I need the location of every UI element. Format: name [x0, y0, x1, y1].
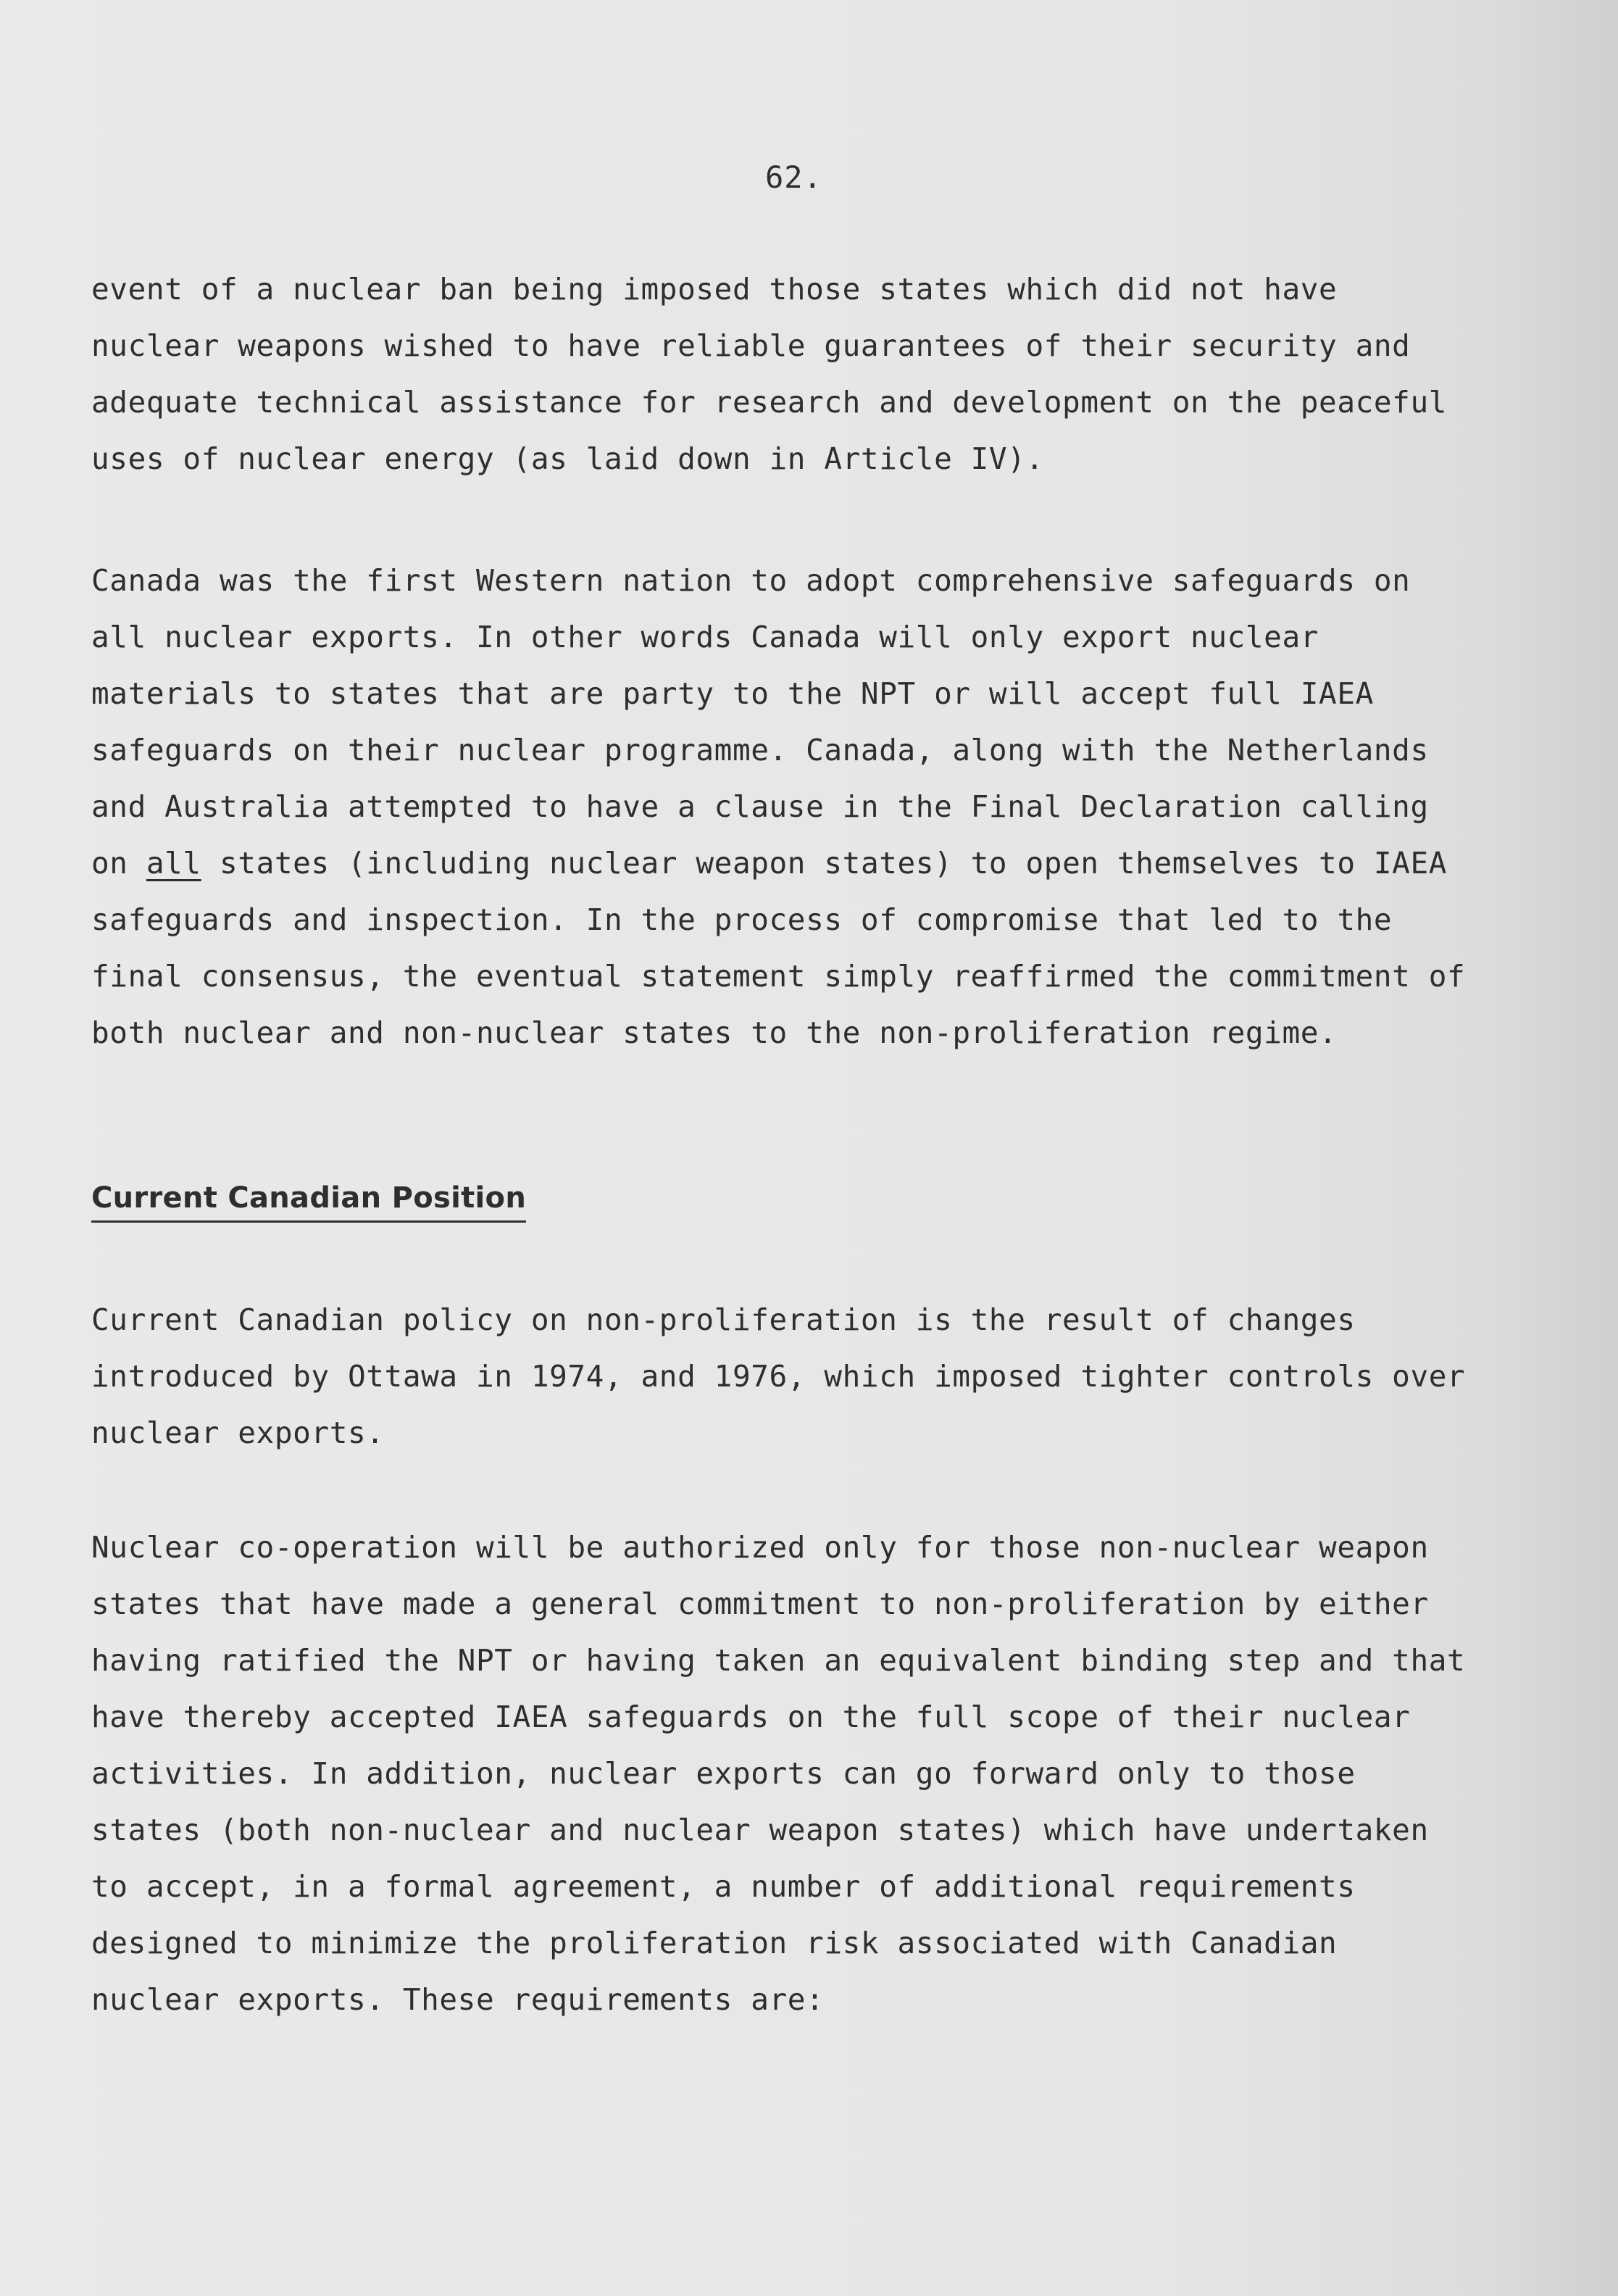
text-line: have thereby accepted IAEA safeguards on the full scope of their nuclear: [91, 1700, 1411, 1734]
text-line: adequate technical assistance for research and development on the peaceful: [91, 385, 1448, 420]
text-line: Current Canadian policy on non-proliferation is the result of changes: [91, 1302, 1356, 1337]
text-line: uses of nuclear energy (as laid down in Article IV).: [91, 441, 1044, 476]
text-line: both nuclear and non-nuclear states to the non-proliferation regime.: [91, 1015, 1338, 1050]
text-line: to accept, in a formal agreement, a number of additional requirements: [91, 1869, 1356, 1904]
text-line: all nuclear exports. In other words Canada will only export nuclear: [91, 620, 1319, 654]
text-line: safeguards on their nuclear programme. Canada, along with the Netherlands: [91, 733, 1429, 768]
text-fragment: on: [91, 846, 146, 881]
section-heading: Current Canadian Position: [91, 1181, 526, 1223]
text-line: states (both non-nuclear and nuclear weapon states) which have undertaken: [91, 1813, 1429, 1847]
text-line: designed to minimize the proliferation risk associated with Canadian: [91, 1926, 1338, 1960]
paragraph-current-policy: [91, 1292, 1577, 1461]
text-line: having ratified the NPT or having taken an equivalent binding step and that: [91, 1643, 1466, 1678]
paragraph-canada-safeguards: [91, 552, 1577, 1061]
text-line: and Australia attempted to have a clause in the Final Declaration calling: [91, 789, 1429, 824]
paragraph-nuclear-ban-guarantees: [91, 261, 1577, 487]
paragraph-nuclear-cooperation: [91, 1519, 1577, 2028]
text-line-with-emphasis: [91, 835, 1577, 891]
text-line: nuclear weapons wished to have reliable guarantees of their security and: [91, 328, 1411, 363]
page-number: 62.: [765, 159, 822, 195]
text-line: Canada was the first Western nation to adopt comprehensive safeguards on: [91, 563, 1411, 598]
text-line: nuclear exports.: [91, 1415, 385, 1450]
text-line: event of a nuclear ban being imposed those states which did not have: [91, 272, 1338, 307]
text-line: final consensus, the eventual statement simply reaffirmed the commitment of: [91, 959, 1466, 994]
text-line: safeguards and inspection. In the process of compromise that led to the: [91, 902, 1393, 937]
text-line: nuclear exports. These requirements are:: [91, 1982, 825, 2017]
text-line: activities. In addition, nuclear exports can go forward only to those: [91, 1756, 1356, 1791]
text-line: Nuclear co-operation will be authorized only for those non-nuclear weapon: [91, 1530, 1429, 1565]
text-line: materials to states that are party to the NPT or will accept full IAEA: [91, 676, 1374, 711]
underlined-word-all: all: [146, 846, 201, 881]
text-fragment: states (including nuclear weapon states) to open themselves to IAEA: [201, 846, 1448, 881]
text-line: introduced by Ottawa in 1974, and 1976, which imposed tighter controls over: [91, 1359, 1466, 1394]
text-line: states that have made a general commitment to non-proliferation by either: [91, 1586, 1429, 1621]
